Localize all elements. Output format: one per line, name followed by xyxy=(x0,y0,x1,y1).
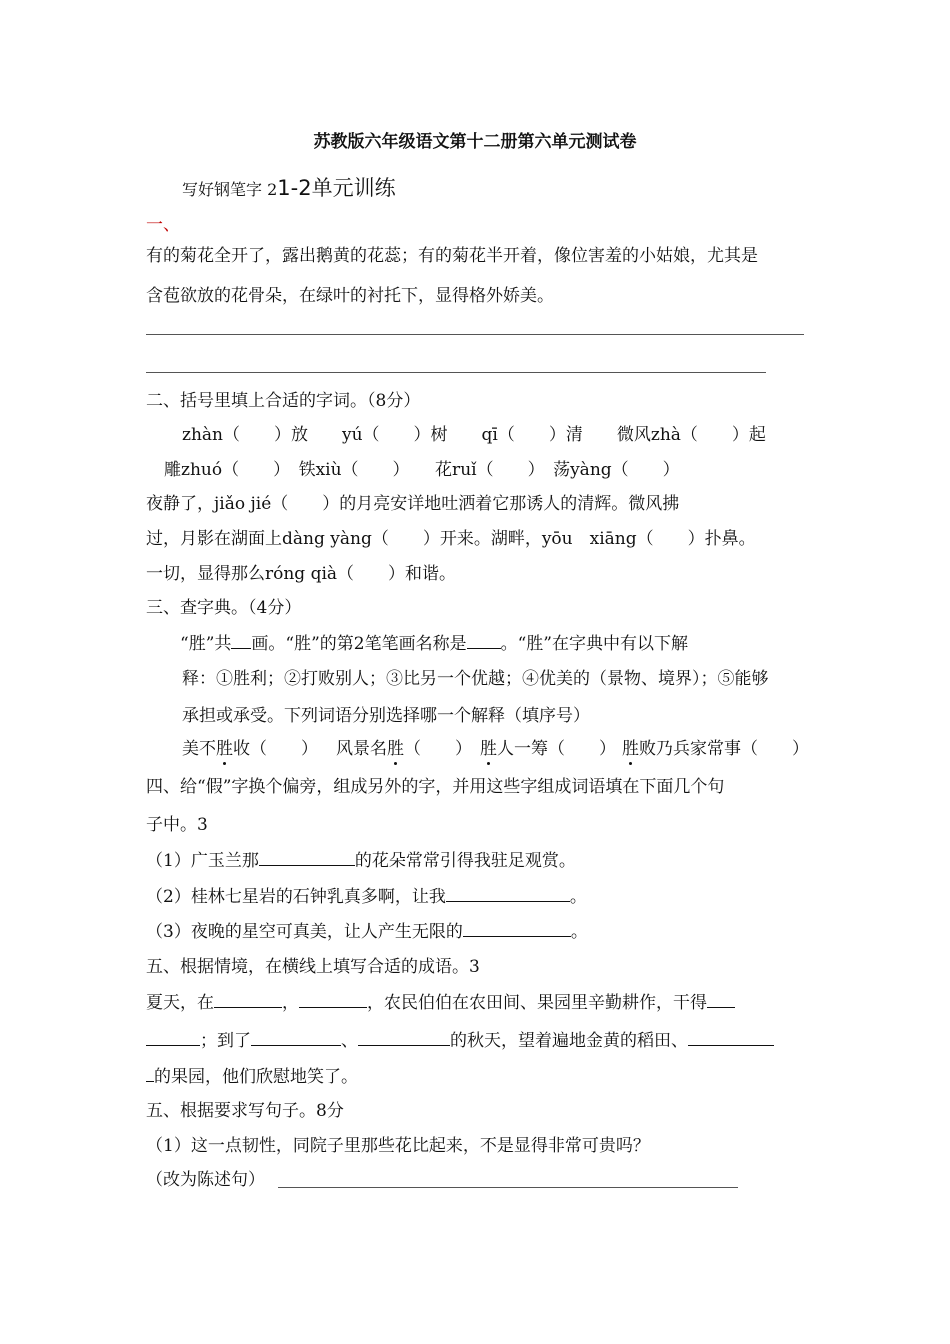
idiom-blank[interactable] xyxy=(214,991,282,1008)
pinyin-para-1: 夜静了，jiǎo jié（ ）的月亮安详地吐洒着它那诱人的清辉。微风拂 xyxy=(146,494,680,514)
section-6-q1: （1）这一点韧性，同院子里那些花比起来，不是显得非常可贵吗？ xyxy=(146,1136,650,1156)
word-choice: 美不胜收（ ） xyxy=(182,739,318,759)
idiom-blank[interactable] xyxy=(251,1029,341,1046)
section-4-q2: （2）桂林七星岩的石钟乳真多啊，让我 。 xyxy=(146,887,587,907)
subtitle-main: 1-2单元训练 xyxy=(277,176,396,200)
answer-blank[interactable] xyxy=(446,885,570,902)
idiom-blank[interactable] xyxy=(707,991,735,1008)
section-1-label: 一、 xyxy=(146,215,180,235)
stroke-count-blank[interactable] xyxy=(231,632,251,649)
section-5-line-1: 夏天，在 ， ，农民伯伯在农田间、果园里辛勤耕作，干得 xyxy=(146,991,735,1014)
emphasis-char: 胜 xyxy=(480,739,497,759)
section-4-q1: （1）广玉兰那 的花朵常常引得我驻足观赏。 xyxy=(146,851,576,871)
stroke-name-blank[interactable] xyxy=(467,632,501,649)
section-5-line-2: ；到了 、 的秋天，望着遍地金黄的稻田、 xyxy=(146,1029,774,1052)
section-4-q3: （3）夜晚的星空可真美，让人产生无限的 。 xyxy=(146,922,588,942)
word-choice: 胜人一筹（ ） xyxy=(480,739,616,759)
section-1-line-2: 含苞欲放的花骨朵，在绿叶的衬托下，显得格外娇美。 xyxy=(146,286,554,306)
word-choice: 风景名胜（ ） xyxy=(336,739,472,759)
subtitle xyxy=(182,172,396,202)
section-3-question xyxy=(180,632,688,655)
question-part-b: 画。“胜”的第2笔笔画名称是 xyxy=(251,634,467,654)
section-2-heading: 二、括号里填上合适的字词。（8分） xyxy=(146,391,421,411)
copy-line-1 xyxy=(146,334,804,335)
question-part-a: “胜”共 xyxy=(180,634,232,654)
emphasis-char: 胜 xyxy=(387,739,404,759)
idiom-blank[interactable] xyxy=(688,1029,774,1046)
section-3-heading: 三、查字典。（4分） xyxy=(146,598,302,618)
section-6-heading: 五、根据要求写句子。8分 xyxy=(146,1101,344,1121)
copy-line-2 xyxy=(146,372,766,373)
definitions-line-1: 释：①胜利；②打败别人；③比另一个优越；④优美的（景物、境界）；⑤能够 xyxy=(182,669,769,689)
idiom-blank[interactable] xyxy=(299,991,367,1008)
pinyin-para-2: 过，月影在湖面上dàng yàng（ ）开来。湖畔，yōu xiāng（ ）扑鼻。 xyxy=(146,529,756,549)
answer-line[interactable] xyxy=(278,1187,738,1188)
pinyin-para-3: 一切，显得那么róng qià（ ）和谐。 xyxy=(146,564,457,584)
idiom-blank[interactable] xyxy=(358,1029,450,1046)
question-part-c: 。“胜”在字典中有以下解 xyxy=(500,634,688,654)
definitions-line-2: 承担或承受。下列词语分别选择哪一个解释（填序号） xyxy=(182,706,590,726)
section-6-q1-hint: （改为陈述句） xyxy=(146,1170,265,1190)
answer-blank[interactable] xyxy=(259,849,355,866)
word-choices xyxy=(182,738,809,760)
word-choice: 胜败乃兵家常事（ ） xyxy=(622,739,809,759)
idiom-blank[interactable] xyxy=(146,1029,200,1046)
pinyin-row-1: zhàn（ ）放 yú（ ）树 qī（ ）清 微风zhà（ ）起 xyxy=(182,425,766,445)
section-1-line-1: 有的菊花全开了，露出鹅黄的花蕊；有的菊花半开着，像位害羞的小姑娘，尤其是 xyxy=(146,246,758,266)
pinyin-row-2: 雕zhuó（ ） 铁xiù（ ） 花ruǐ（ ） 荡yàng（ ） xyxy=(164,460,680,480)
idiom-blank[interactable] xyxy=(146,1065,154,1082)
subtitle-prefix: 写好钢笔字 2 xyxy=(182,180,278,199)
page-title: 苏教版六年级语文第十二册第六单元测试卷 xyxy=(313,132,637,152)
emphasis-char: 胜 xyxy=(216,739,233,759)
emphasis-char: 胜 xyxy=(622,739,639,759)
section-4-heading-2: 子中。3 xyxy=(146,815,208,835)
section-5-heading: 五、根据情境，在横线上填写合适的成语。3 xyxy=(146,957,480,977)
section-5-line-3: 的果园，他们欣慰地笑了。 xyxy=(146,1065,358,1088)
answer-blank[interactable] xyxy=(463,920,571,937)
section-4-heading-1: 四、给“假”字换个偏旁，组成另外的字，并用这些字组成词语填在下面几个句 xyxy=(146,777,725,797)
